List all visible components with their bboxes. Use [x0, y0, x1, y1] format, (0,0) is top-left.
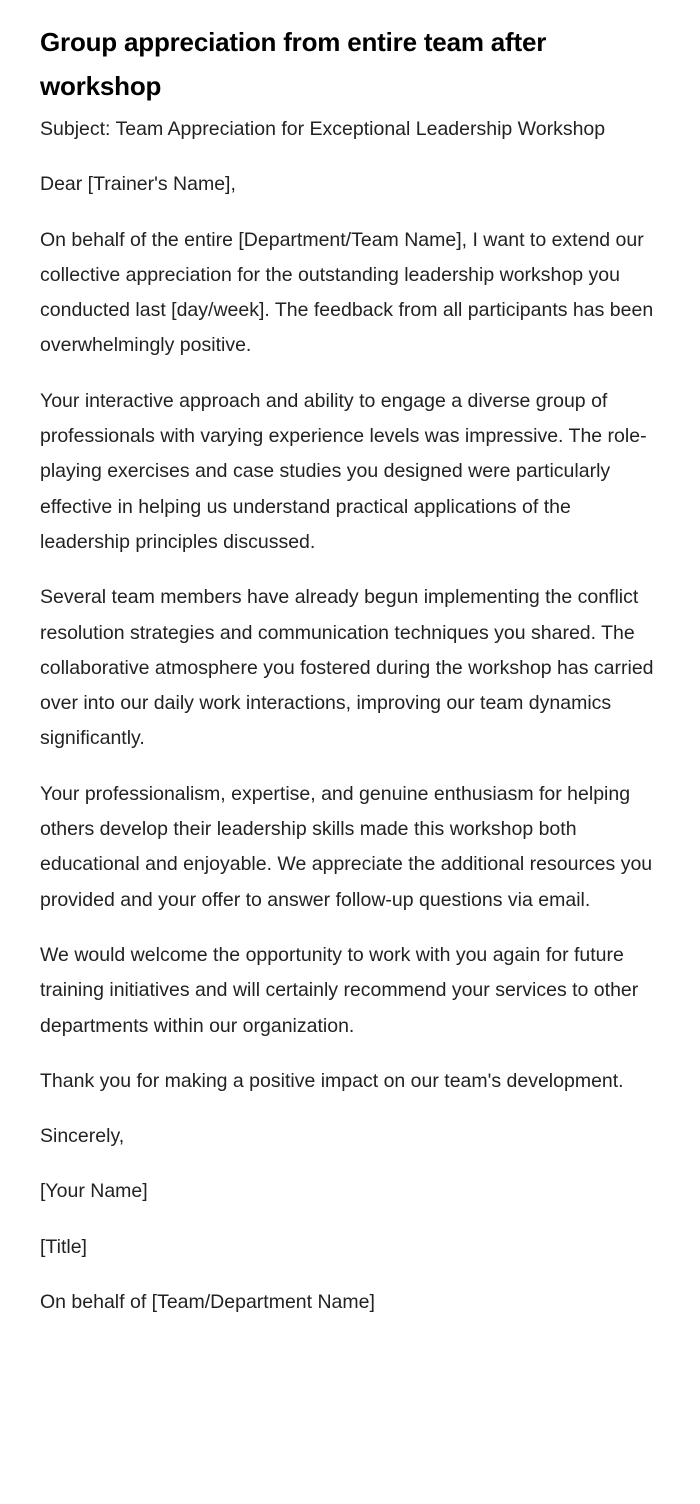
- subject-line: Subject: Team Appreciation for Exceptional Leadership Workshop: [40, 118, 606, 140]
- body-paragraph-2: Your interactive approach and ability to engage a diverse group of professionals with varying experience levels was impressive. The role-playing exercises and case studies you designed were particularly effective in helping us understand practical applications of the leadership principles discussed.: [40, 389, 647, 553]
- body-paragraph-6: Thank you for making a positive impact on our team's development.: [40, 1069, 624, 1092]
- body-paragraph-5: We would welcome the opportunity to work with you again for future training initiatives and will certainly recommend your services to other departments within our organization.: [40, 943, 639, 1037]
- closing: Sincerely,: [40, 1125, 125, 1148]
- signature-name: [Your Name]: [40, 1180, 148, 1203]
- signature-title: [Title]: [40, 1235, 87, 1258]
- signature-organization: On behalf of [Team/Department Name]: [40, 1291, 375, 1314]
- document-title: Group appreciation from entire team after workshop: [40, 27, 547, 101]
- greeting: Dear [Trainer's Name],: [40, 173, 236, 196]
- body-paragraph-4: Your professionalism, expertise, and genuine enthusiasm for helping others develop their leadership skills made this workshop both educational and enjoyable. We appreciate the additional resources you provided and your offer to answer follow-up questions via email.: [40, 782, 653, 911]
- body-paragraph-3: Several team members have already begun implementing the conflict resolution strategies and communication techniques you shared. The collaborative atmosphere you fostered during the workshop has carried over into our daily work interactions, improving our team dynamics significantly.: [40, 586, 654, 750]
- body-paragraph-1: On behalf of the entire [Department/Team Name], I want to extend our collective appreciation for the outstanding leadership workshop you conducted last [day/week]. The feedback from all participants has been overwhelmingly positive.: [40, 228, 654, 357]
